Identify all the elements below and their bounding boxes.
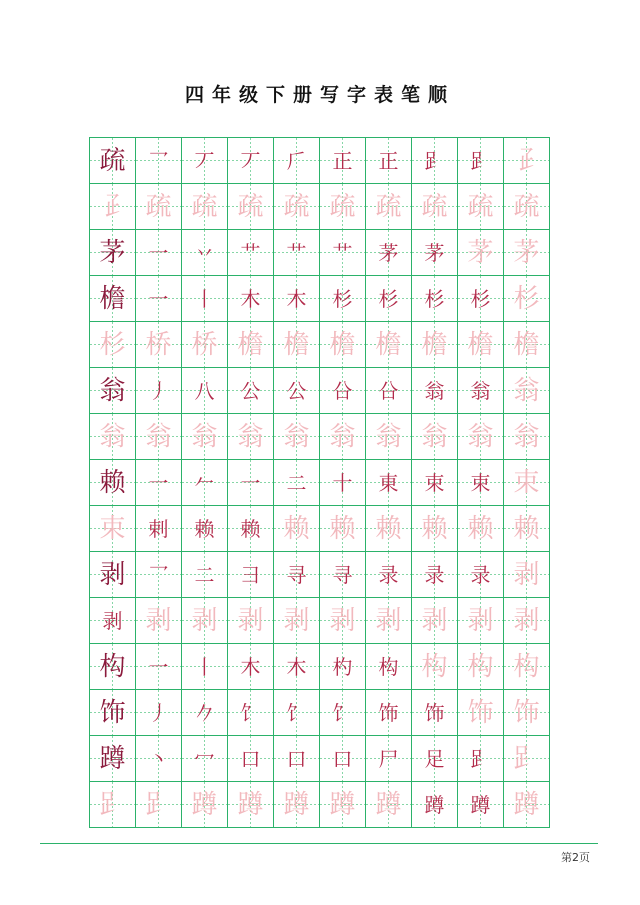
- stroke-cell: 赖: [504, 506, 550, 552]
- stroke-cell: 一: [136, 276, 182, 322]
- stroke-cell: 翁: [458, 368, 504, 414]
- head-character-cell: 檐: [90, 276, 136, 322]
- stroke-cell: 赖: [228, 506, 274, 552]
- stroke-cell: 翁: [90, 414, 136, 460]
- stroke-cell: 饰: [366, 690, 412, 736]
- stroke-cell: 翁: [136, 414, 182, 460]
- stroke-cell: 茅: [458, 230, 504, 276]
- stroke-cell: 赖: [182, 506, 228, 552]
- page-title: 四年级下册写字表笔顺: [184, 84, 455, 106]
- stroke-cell: 十: [320, 460, 366, 506]
- stroke-cell: 录: [458, 552, 504, 598]
- stroke-cell: 公: [274, 368, 320, 414]
- stroke-cell: 茅: [504, 230, 550, 276]
- stroke-cell: 杉: [458, 276, 504, 322]
- stroke-cell: 疏: [320, 184, 366, 230]
- stroke-cell: 二: [182, 552, 228, 598]
- stroke-cell: 剥: [458, 598, 504, 644]
- stroke-cell: 蹲: [182, 782, 228, 828]
- stroke-cell: 𧾷: [412, 138, 458, 184]
- stroke-cell: 翁: [504, 368, 550, 414]
- stroke-cell: 丿: [136, 368, 182, 414]
- stroke-cell: 饣: [274, 690, 320, 736]
- stroke-cell: 疏: [504, 184, 550, 230]
- stroke-cell: 构: [504, 644, 550, 690]
- stroke-cell: 㕣: [320, 368, 366, 414]
- stroke-cell: 丷: [182, 230, 228, 276]
- stroke-cell: 翁: [274, 414, 320, 460]
- stroke-cell: 杓: [320, 644, 366, 690]
- stroke-cell: 剥: [366, 598, 412, 644]
- stroke-cell: 乛: [136, 552, 182, 598]
- stroke-cell: 木: [274, 644, 320, 690]
- stroke-cell: 赖: [366, 506, 412, 552]
- stroke-cell: 杉: [320, 276, 366, 322]
- footer-divider: [40, 843, 598, 844]
- stroke-order-grid: [89, 137, 550, 828]
- stroke-cell: 𧾷: [136, 782, 182, 828]
- stroke-cell: 丨: [182, 276, 228, 322]
- stroke-cell: 𧾷: [458, 138, 504, 184]
- stroke-cell: 丆: [228, 138, 274, 184]
- stroke-cell: 寻: [274, 552, 320, 598]
- stroke-cell: 杉: [366, 276, 412, 322]
- stroke-cell: 檐: [412, 322, 458, 368]
- stroke-cell: 构: [366, 644, 412, 690]
- head-character-cell: 疏: [90, 138, 136, 184]
- stroke-cell: 蹲: [412, 782, 458, 828]
- stroke-cell: 檐: [228, 322, 274, 368]
- stroke-cell: 构: [458, 644, 504, 690]
- stroke-cell: 束: [412, 460, 458, 506]
- stroke-cell: 正: [320, 138, 366, 184]
- stroke-cell: 疏: [228, 184, 274, 230]
- head-character-cell: 剥: [90, 552, 136, 598]
- stroke-cell: 寻: [320, 552, 366, 598]
- head-character-cell: 饰: [90, 690, 136, 736]
- stroke-cell: 饰: [458, 690, 504, 736]
- stroke-cell: 尸: [366, 736, 412, 782]
- stroke-cell: 杉: [412, 276, 458, 322]
- stroke-cell: 翁: [458, 414, 504, 460]
- stroke-cell: 丆: [182, 138, 228, 184]
- stroke-cell: 𠂊: [182, 690, 228, 736]
- stroke-cell: 二: [274, 460, 320, 506]
- stroke-cell: 檐: [504, 322, 550, 368]
- stroke-cell: 翁: [366, 414, 412, 460]
- stroke-cell: 剥: [274, 598, 320, 644]
- stroke-cell: 疏: [458, 184, 504, 230]
- stroke-cell: 茅: [412, 230, 458, 276]
- head-character-cell: 茅: [90, 230, 136, 276]
- stroke-cell: 公: [228, 368, 274, 414]
- stroke-cell: 蹲: [366, 782, 412, 828]
- stroke-cell: 口: [228, 736, 274, 782]
- stroke-cell: 乛: [136, 138, 182, 184]
- stroke-cell: 丨: [182, 644, 228, 690]
- stroke-cell: 𧾷: [504, 736, 550, 782]
- stroke-cell: 剥: [320, 598, 366, 644]
- head-character-cell: 蹲: [90, 736, 136, 782]
- stroke-cell: 赖: [458, 506, 504, 552]
- stroke-cell: 丿: [136, 690, 182, 736]
- stroke-cell: 翁: [412, 414, 458, 460]
- stroke-cell: 檐: [458, 322, 504, 368]
- stroke-cell: 檐: [320, 322, 366, 368]
- stroke-cell: 翁: [412, 368, 458, 414]
- stroke-cell: 口: [274, 736, 320, 782]
- stroke-cell: 翁: [320, 414, 366, 460]
- stroke-cell: 正: [366, 138, 412, 184]
- stroke-cell: 蹲: [228, 782, 274, 828]
- stroke-cell: 剥: [504, 552, 550, 598]
- page-number: 第2页: [561, 851, 590, 864]
- stroke-cell: 木: [274, 276, 320, 322]
- stroke-cell: 木: [228, 644, 274, 690]
- stroke-cell: 木: [228, 276, 274, 322]
- stroke-cell: 剥: [228, 598, 274, 644]
- stroke-cell: 蹲: [458, 782, 504, 828]
- head-character-cell: 赖: [90, 460, 136, 506]
- stroke-cell: 桥: [182, 322, 228, 368]
- head-character-cell: 构: [90, 644, 136, 690]
- stroke-cell: 疏: [366, 184, 412, 230]
- stroke-cell: 剥: [90, 598, 136, 644]
- stroke-cell: 构: [412, 644, 458, 690]
- stroke-cell: 一: [136, 644, 182, 690]
- stroke-cell: 疏: [412, 184, 458, 230]
- stroke-cell: 疏: [182, 184, 228, 230]
- stroke-cell: 蹲: [320, 782, 366, 828]
- stroke-cell: 𠂉: [182, 460, 228, 506]
- stroke-cell: 录: [366, 552, 412, 598]
- stroke-cell: 剥: [504, 598, 550, 644]
- stroke-cell: 束: [458, 460, 504, 506]
- stroke-cell: 剌: [136, 506, 182, 552]
- stroke-cell: 束: [504, 460, 550, 506]
- stroke-cell: 杉: [504, 276, 550, 322]
- stroke-cell: 𧾷: [458, 736, 504, 782]
- stroke-cell: 一: [136, 460, 182, 506]
- stroke-cell: 蹲: [504, 782, 550, 828]
- stroke-cell: 赖: [320, 506, 366, 552]
- stroke-cell: 足: [412, 736, 458, 782]
- stroke-cell: 饰: [412, 690, 458, 736]
- stroke-cell: 口: [320, 736, 366, 782]
- stroke-cell: 㕣: [366, 368, 412, 414]
- stroke-cell: 翁: [504, 414, 550, 460]
- stroke-cell: 八: [182, 368, 228, 414]
- stroke-cell: 𧾷: [90, 782, 136, 828]
- stroke-cell: 剥: [412, 598, 458, 644]
- stroke-cell: 檐: [274, 322, 320, 368]
- stroke-cell: 艹: [228, 230, 274, 276]
- stroke-cell: 饣: [228, 690, 274, 736]
- stroke-cell: 蹲: [274, 782, 320, 828]
- stroke-cell: 𤴔: [90, 184, 136, 230]
- stroke-cell: 录: [412, 552, 458, 598]
- stroke-cell: 赖: [274, 506, 320, 552]
- stroke-cell: 饰: [504, 690, 550, 736]
- stroke-cell: 饣: [320, 690, 366, 736]
- head-character-cell: 翁: [90, 368, 136, 414]
- stroke-cell: 翁: [228, 414, 274, 460]
- stroke-cell: 艹: [274, 230, 320, 276]
- stroke-cell: 翁: [182, 414, 228, 460]
- stroke-cell: 杉: [90, 322, 136, 368]
- stroke-cell: 丶: [136, 736, 182, 782]
- stroke-cell: 冖: [182, 736, 228, 782]
- stroke-cell: 桥: [136, 322, 182, 368]
- stroke-cell: 彐: [228, 552, 274, 598]
- stroke-cell: 剥: [182, 598, 228, 644]
- stroke-cell: 赖: [412, 506, 458, 552]
- stroke-cell: 一: [228, 460, 274, 506]
- stroke-cell: 剥: [136, 598, 182, 644]
- stroke-cell: 𤴔: [504, 138, 550, 184]
- stroke-cell: 一: [136, 230, 182, 276]
- stroke-cell: 東: [366, 460, 412, 506]
- stroke-cell: 束: [90, 506, 136, 552]
- stroke-cell: 疏: [274, 184, 320, 230]
- stroke-cell: 𠂆: [274, 138, 320, 184]
- stroke-cell: 疏: [136, 184, 182, 230]
- stroke-cell: 茅: [366, 230, 412, 276]
- stroke-cell: 艹: [320, 230, 366, 276]
- stroke-cell: 檐: [366, 322, 412, 368]
